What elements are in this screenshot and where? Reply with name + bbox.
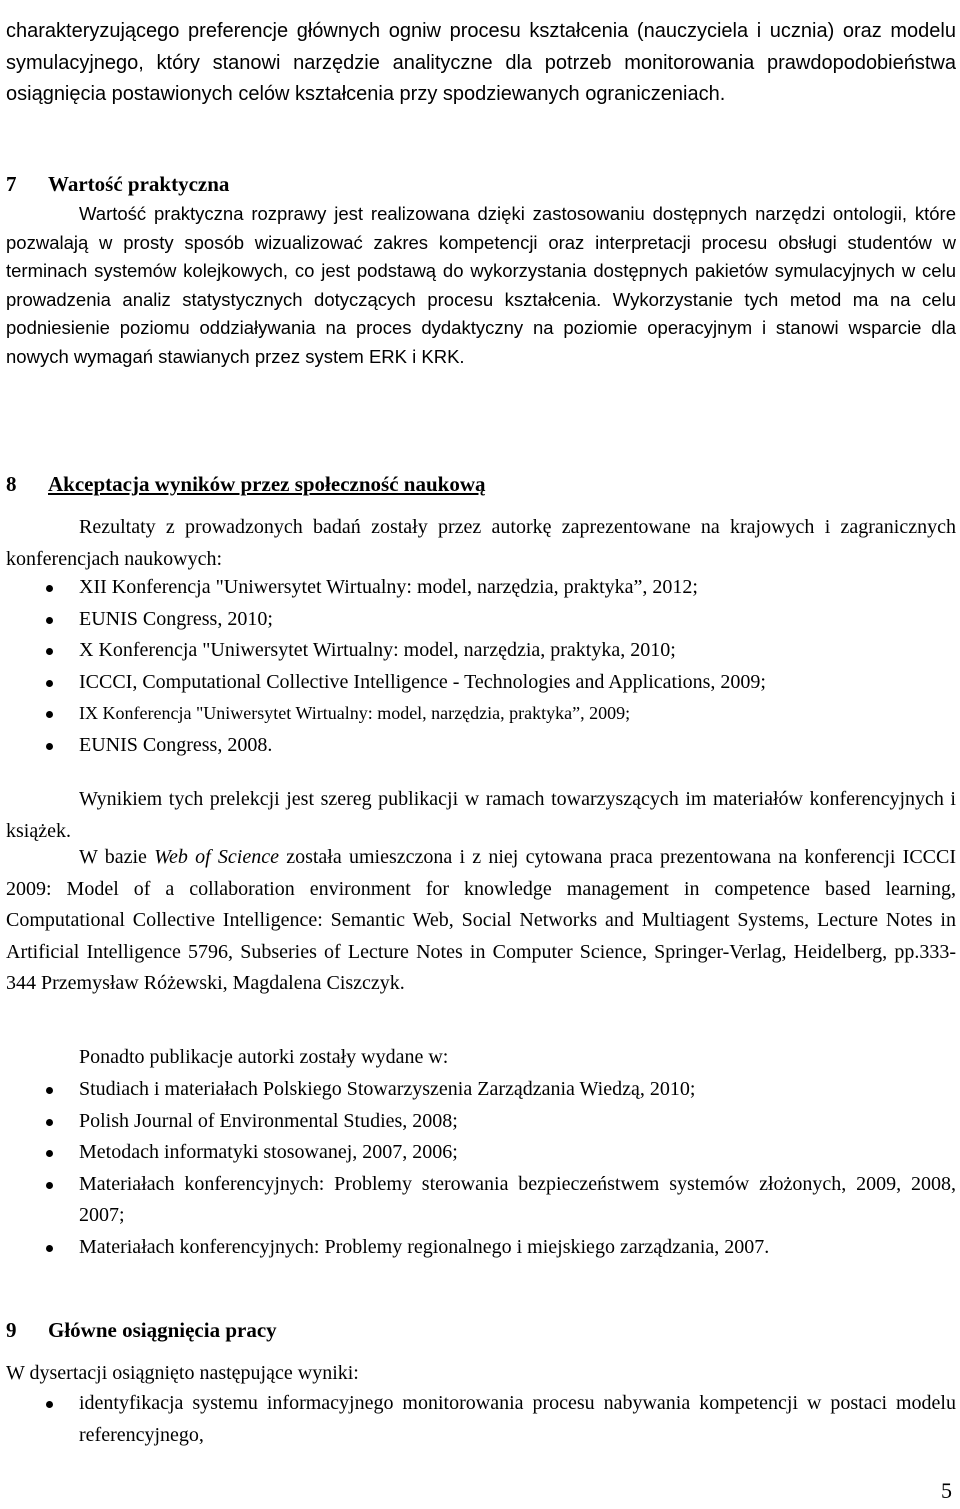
- list-item: Materiałach konferencyjnych: Problemy sterowania bezpieczeństwem systemów złożonych, 2009, 2008, 2007;: [6, 1169, 956, 1232]
- web-of-science-paragraph: [6, 842, 956, 1000]
- section-8-heading: [6, 472, 485, 497]
- list-item: ICCCI, Computational Collective Intelligence - Technologies and Applications, 2009;: [6, 667, 956, 699]
- section-8-number: 8: [6, 472, 17, 496]
- more-publications-intro: Ponadto publikacje autorki zostały wydane w:: [79, 1046, 449, 1068]
- wos-italic: Web of Science: [154, 846, 279, 868]
- section-9-intro: W dysertacji osiągnięto następujące wyniki:: [6, 1362, 359, 1384]
- page-number: 5: [941, 1478, 952, 1503]
- wos-rest: została umieszczona i z niej cytowana praca prezentowana na konferencji ICCCI 2009: Model of a collaboration environment for knowledge management in competence based learning, Computational Collective Intelligence: Semantic Web, Social Networks and Multiagent Systems, Lecture Notes in Artificial Intelligence 5796, Subseries of Lecture Notes in Computer Science, Springer-Verlag, Heidelberg, pp.333-344 Przemysław Różewski, Magdalena Ciszczyk.: [6, 846, 957, 994]
- list-item: Studiach i materiałach Polskiego Stowarzyszenia Zarządzania Wiedzą, 2010;: [6, 1074, 956, 1106]
- list-item: Materiałach konferencyjnych: Problemy regionalnego i miejskiego zarządzania, 2007.: [6, 1232, 956, 1264]
- list-item: EUNIS Congress, 2010;: [6, 604, 956, 636]
- wos-prefix: W bazie: [79, 846, 155, 868]
- list-item: X Konferencja "Uniwersytet Wirtualny: model, narzędzia, praktyka, 2010;: [6, 635, 956, 667]
- section-8-title: Akceptacja wyników przez społeczność naukową: [48, 472, 486, 496]
- section-7-number: 7: [6, 172, 17, 196]
- list-item: identyfikacja systemu informacyjnego monitorowania procesu nabywania kompetencji w postaci modelu referencyjnego,: [6, 1388, 956, 1451]
- publications-note: Wynikiem tych prelekcji jest szereg publikacji w ramach towarzyszących im materiałów konferencyjnych i książek.: [6, 788, 956, 842]
- section-7-heading: [6, 172, 229, 197]
- conference-list: [6, 572, 956, 761]
- section-9-number: 9: [6, 1318, 17, 1342]
- intro-paragraph: charakteryzującego preferencje głównych ogniw procesu kształcenia (nauczyciela i ucznia) oraz modelu symulacyjnego, który stanowi narzędzie analityczne dla potrzeb monitorowania prawdopodobieństwa osiągnięcia postawionych celów kształcenia przy spodziewanych ograniczeniach.: [6, 20, 956, 105]
- venue-list: [6, 1074, 956, 1263]
- list-item: IX Konferencja "Uniwersytet Wirtualny: model, narzędzia, praktyka”, 2009;: [6, 698, 956, 730]
- section-9-title: Główne osiągnięcia pracy: [48, 1318, 277, 1342]
- results-list: [6, 1388, 956, 1451]
- section-7-paragraph: Wartość praktyczna rozprawy jest realizowana dzięki zastosowaniu dostępnych narzędzi ontologii, które pozwalają w prosty sposób wizualizować zakres kompetencji oraz interpretacji procesu obsługi studentów w terminach systemów kolejkowych, co jest podstawą do wykorzystania dostępnych pakietów symulacyjnych w celu prowadzenia analiz statystycznych dotyczących procesu kształcenia. Wykorzystanie tych metod ma na celu podniesienie poziomu oddziaływania na proces dydaktyczny na poziomie operacyjnym i stanowi wsparcie dla nowych wymagań stawianych przez system ERK i KRK.: [6, 203, 956, 367]
- section-8-intro: Rezultaty z prowadzonych badań zostały przez autorkę zaprezentowane na krajowych i zagranicznych konferencjach naukowych:: [6, 516, 956, 570]
- section-9-heading: [6, 1318, 277, 1343]
- list-item: EUNIS Congress, 2008.: [6, 730, 956, 762]
- list-item: XII Konferencja "Uniwersytet Wirtualny: model, narzędzia, praktyka”, 2012;: [6, 572, 956, 604]
- section-7-title: Wartość praktyczna: [48, 172, 230, 196]
- list-item: Polish Journal of Environmental Studies, 2008;: [6, 1106, 956, 1138]
- list-item: Metodach informatyki stosowanej, 2007, 2006;: [6, 1137, 956, 1169]
